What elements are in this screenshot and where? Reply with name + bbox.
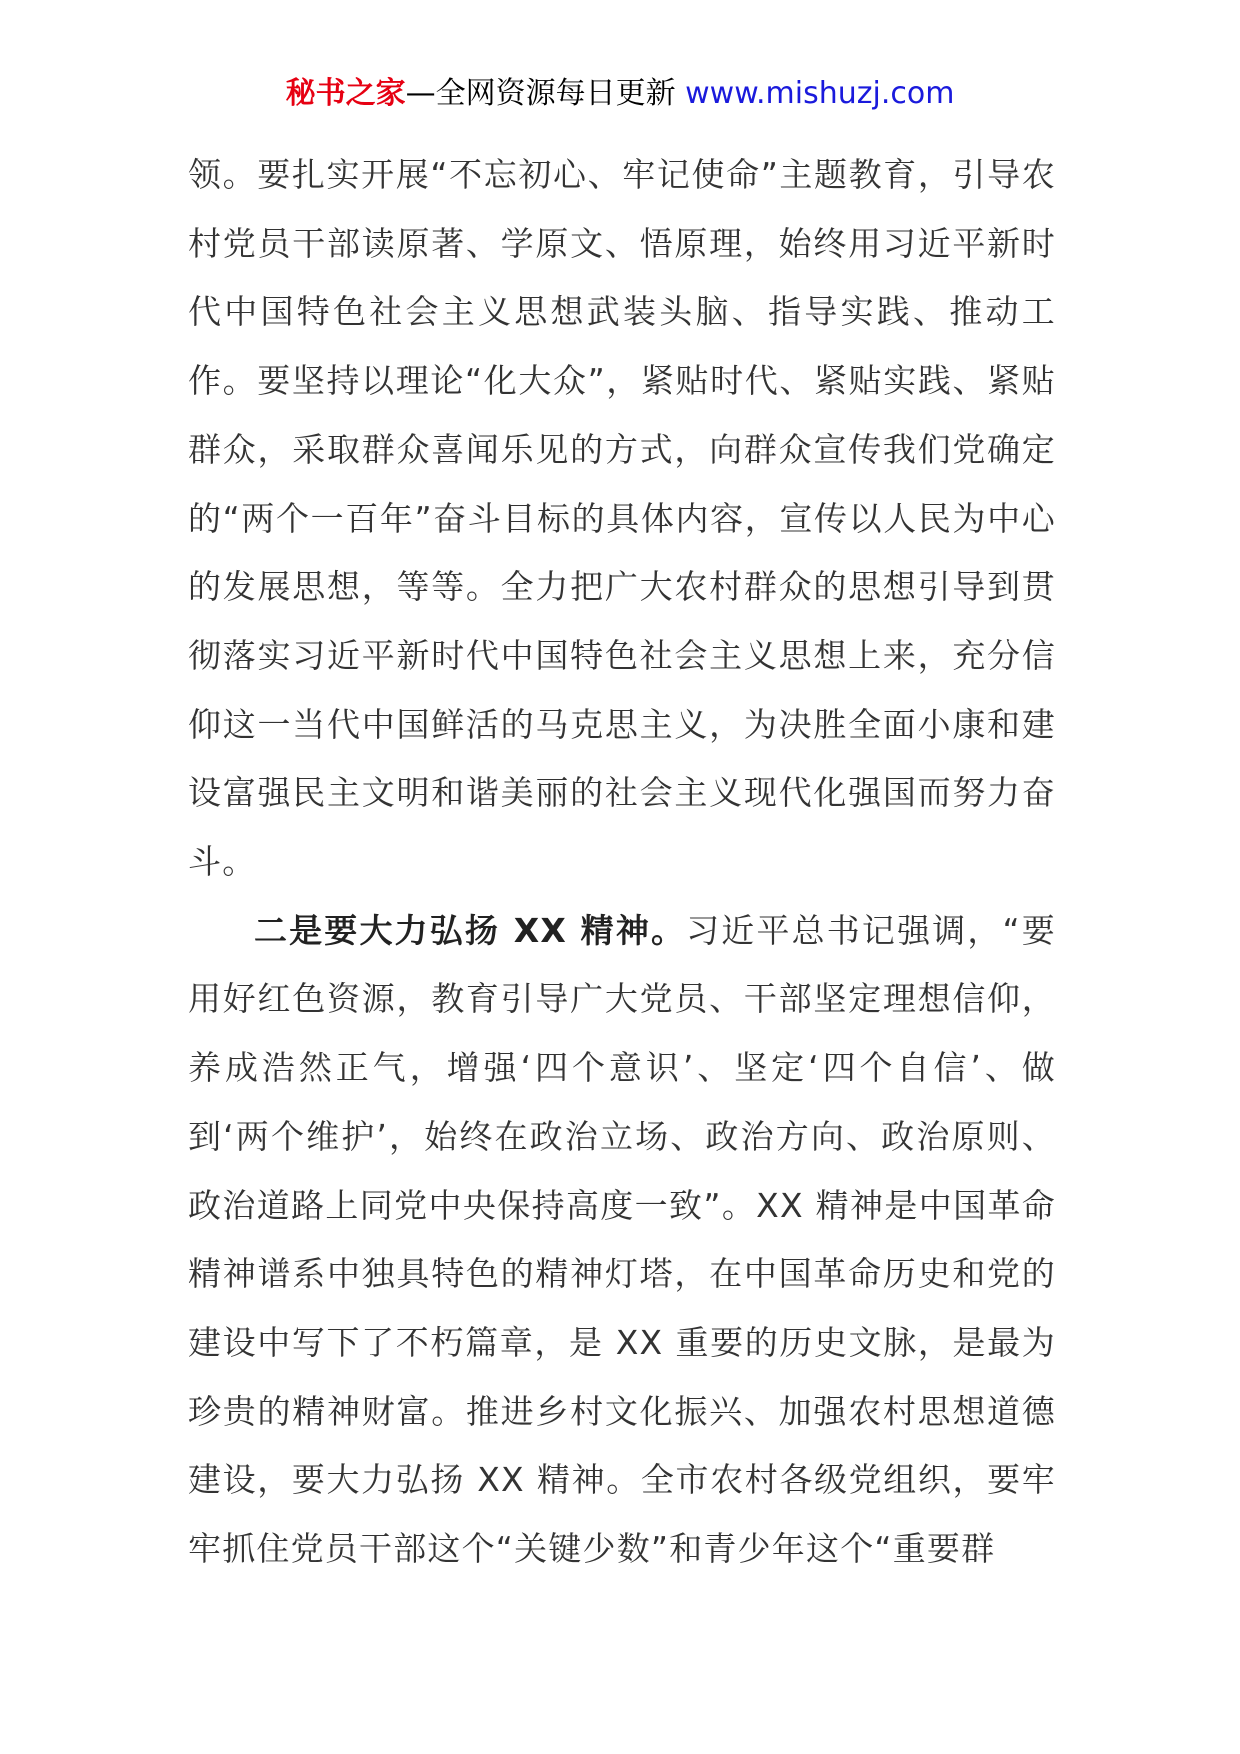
header-tagline: —全网资源每日更新 bbox=[405, 76, 686, 111]
header-site-link[interactable]: www.mishuzj.com bbox=[685, 76, 955, 111]
page-header bbox=[0, 72, 1240, 116]
paragraph-2-lead: 二是要大力弘扬 XX 精神。 bbox=[254, 910, 687, 950]
header-brand: 秘书之家 bbox=[285, 76, 406, 111]
paragraph-2 bbox=[188, 897, 1056, 1584]
paragraph-1-text: 领。要扎实开展“不忘初心、牢记使命”主题教育，引导农村党员干部读原著、学原文、悟原理，始终用习近平新时代中国特色社会主义思想武装头脑、指导实践、推动工作。要坚持以理论“化大众”，紧贴时代、紧贴实践、紧贴群众，采取群众喜闻乐见的方式，向群众宣传我们党确定的“两个一百年”奋斗目标的具体内容，宣传以人民为中心的发展思想，等等。全力把广大农村群众的思想引导到贯彻落实习近平新时代中国特色社会主义思想上来，充分信仰这一当代中国鲜活的马克思主义，为决胜全面小康和建设富强民主文明和谐美丽的社会主义现代化强国而努力奋斗。 bbox=[188, 155, 1056, 882]
paragraph-1 bbox=[188, 141, 1056, 897]
document-body bbox=[188, 141, 1056, 1584]
paragraph-2-text: 习近平总书记强调，“要用好红色资源，教育引导广大党员、干部坚定理想信仰，养成浩然正气，增强‘四个意识’、坚定‘四个自信’、做到‘两个维护’，始终在政治立场、政治方向、政治原则、政治道路上同党中央保持高度一致”。XX 精神是中国革命精神谱系中独具特色的精神灯塔，在中国革命历史和党的建设中写下了不朽篇章，是 XX 重要的历史文脉，是最为珍贵的精神财富。推进乡村文化振兴、加强农村思想道德建设，要大力弘扬 XX 精神。全市农村各级党组织，要牢牢抓住党员干部这个“关键少数”和青少年这个“重要群 bbox=[188, 910, 1056, 1569]
